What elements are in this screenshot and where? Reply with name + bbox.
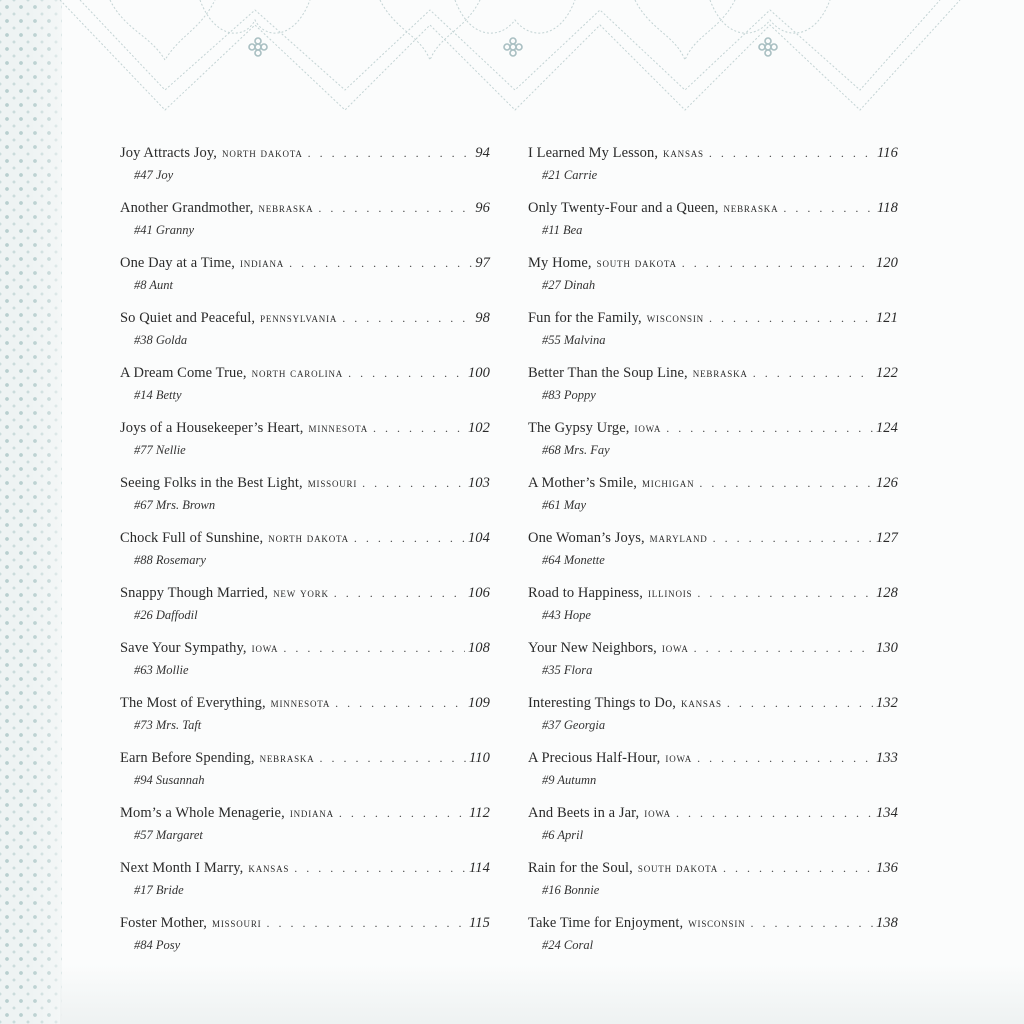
- entry-quilt-name: #83 Poppy: [542, 388, 596, 402]
- toc-entry-line: [120, 143, 490, 163]
- toc-entry-line: [528, 638, 898, 658]
- entry-title: Another Grandmother,: [120, 200, 254, 216]
- entry-state: wisconsin: [646, 310, 704, 325]
- entry-page-number: 124: [875, 420, 898, 436]
- entry-quilt-name: #43 Hope: [542, 608, 591, 622]
- entry-page-number: 133: [875, 750, 898, 766]
- toc-entry[interactable]: [528, 693, 898, 748]
- entry-state: nebraska: [723, 200, 779, 215]
- toc-entry-line: [528, 418, 898, 438]
- entry-page-number: 138: [875, 915, 898, 931]
- toc-entry[interactable]: [528, 418, 898, 473]
- toc-entry[interactable]: [120, 363, 490, 418]
- entry-title: One Woman’s Joys,: [528, 530, 645, 546]
- entry-state: nebraska: [258, 200, 314, 215]
- entry-page-number: 114: [469, 860, 490, 876]
- toc-entry[interactable]: [528, 198, 898, 253]
- top-lace-decoration: [0, 0, 1024, 120]
- dot-leader: [348, 363, 465, 383]
- entry-quilt-name: #8 Aunt: [134, 278, 174, 292]
- dot-leader: [283, 638, 465, 658]
- entry-state: indiana: [289, 805, 334, 820]
- entry-title: Road to Happiness,: [528, 585, 643, 601]
- entry-state: kansas: [663, 145, 704, 160]
- dot-leader: [373, 418, 465, 438]
- entry-page-number: 110: [469, 750, 490, 766]
- entry-page-number: 127: [875, 530, 898, 546]
- toc-entry[interactable]: [528, 363, 898, 418]
- toc-entry-line: [120, 363, 490, 383]
- toc-entry-line: [528, 198, 898, 218]
- toc-entry-line: [120, 253, 490, 273]
- flower-icon: [759, 38, 777, 56]
- toc-entry-line: [528, 363, 898, 383]
- toc-entry[interactable]: [120, 418, 490, 473]
- entry-state: kansas: [681, 695, 722, 710]
- entry-quilt-name: #17 Bride: [134, 883, 184, 897]
- entry-state: north dakota: [268, 530, 349, 545]
- toc-entry[interactable]: [120, 308, 490, 363]
- entry-quilt-name: #16 Bonnie: [542, 883, 600, 897]
- toc-entry[interactable]: [120, 748, 490, 803]
- entry-state: pennsylvania: [260, 310, 338, 325]
- entry-title: My Home,: [528, 255, 592, 271]
- entry-quilt-name: #84 Posy: [134, 938, 181, 952]
- entry-quilt-name: #11 Bea: [542, 223, 583, 237]
- toc-entry[interactable]: [528, 473, 898, 528]
- entry-quilt-name: #41 Granny: [134, 223, 195, 237]
- toc-entry[interactable]: [528, 528, 898, 583]
- entry-page-number: 106: [467, 585, 490, 601]
- entry-title: Joy Attracts Joy,: [120, 145, 218, 161]
- toc-entry[interactable]: [528, 858, 898, 913]
- entry-state: missouri: [212, 915, 262, 930]
- dot-leader: [266, 913, 466, 933]
- entry-title: A Dream Come True,: [120, 365, 247, 381]
- toc-entry-line: [528, 528, 898, 548]
- entry-quilt-name: #88 Rosemary: [134, 553, 206, 567]
- bottom-shadow: [60, 964, 1024, 1024]
- entry-state: minnesota: [270, 695, 331, 710]
- entry-page-number: 102: [467, 420, 490, 436]
- toc-entry-line: [528, 803, 898, 823]
- entry-page-number: 126: [875, 475, 898, 491]
- entry-quilt-name: #73 Mrs. Taft: [134, 718, 202, 732]
- entry-page-number: 100: [467, 365, 490, 381]
- toc-entry[interactable]: [528, 638, 898, 693]
- toc-entry-line: [528, 143, 898, 163]
- entry-quilt-name: #47 Joy: [134, 168, 174, 182]
- entry-title: Foster Mother,: [120, 915, 208, 931]
- toc-entry[interactable]: [120, 803, 490, 858]
- toc-entry-line: [528, 473, 898, 493]
- dot-leader: [727, 693, 873, 713]
- entry-quilt-name: #27 Dinah: [542, 278, 596, 292]
- entry-quilt-name: #68 Mrs. Fay: [542, 443, 610, 457]
- entry-title: The Gypsy Urge,: [528, 420, 630, 436]
- entry-state: maryland: [649, 530, 708, 545]
- entry-page-number: 130: [875, 640, 898, 656]
- dot-leader: [783, 198, 874, 218]
- entry-title: Earn Before Spending,: [120, 750, 255, 766]
- toc-entry-line: [120, 308, 490, 328]
- entry-page-number: 96: [475, 200, 490, 216]
- entry-title: A Mother’s Smile,: [528, 475, 637, 491]
- entry-state: south dakota: [637, 860, 719, 875]
- dot-leader: [334, 583, 465, 603]
- entry-quilt-name: #63 Mollie: [134, 663, 189, 677]
- flower-icon: [249, 38, 267, 56]
- toc-entry[interactable]: [120, 253, 490, 308]
- dot-leader: [697, 583, 873, 603]
- toc-entry-line: [528, 858, 898, 878]
- dot-leader: [713, 528, 873, 548]
- entry-quilt-name: #67 Mrs. Brown: [134, 498, 216, 512]
- entry-quilt-name: #61 May: [542, 498, 587, 512]
- toc-entry[interactable]: [120, 143, 490, 198]
- toc-entry[interactable]: [528, 583, 898, 638]
- dot-leader: [699, 473, 873, 493]
- toc-entry-line: [120, 473, 490, 493]
- toc-entry[interactable]: [120, 198, 490, 253]
- entry-quilt-name: #35 Flora: [542, 663, 593, 677]
- dot-leader: [342, 308, 472, 328]
- toc-entry-line: [528, 913, 898, 933]
- dot-leader: [308, 143, 473, 163]
- entry-state: missouri: [307, 475, 358, 490]
- entry-title: Next Month I Marry,: [120, 860, 244, 876]
- entry-title: Your New Neighbors,: [528, 640, 657, 656]
- entry-title: Interesting Things to Do,: [528, 695, 677, 711]
- toc-entry[interactable]: [120, 583, 490, 638]
- entry-title: And Beets in a Jar,: [528, 805, 640, 821]
- entry-title: I Learned My Lesson,: [528, 145, 659, 161]
- entry-quilt-name: #57 Margaret: [134, 828, 203, 842]
- entry-page-number: 115: [469, 915, 490, 931]
- toc-entry[interactable]: [120, 858, 490, 913]
- entry-state: kansas: [248, 860, 290, 875]
- toc-entry-line: [120, 583, 490, 603]
- entry-quilt-name: #14 Betty: [134, 388, 182, 402]
- entry-state: iowa: [251, 640, 279, 655]
- entry-state: iowa: [644, 805, 671, 820]
- entry-title: So Quiet and Peaceful,: [120, 310, 256, 326]
- entry-title: Joys of a Housekeeper’s Heart,: [120, 420, 304, 436]
- toc-entry-line: [528, 583, 898, 603]
- dot-leader: [666, 418, 873, 438]
- entry-title: Seeing Folks in the Best Light,: [120, 475, 303, 491]
- entry-quilt-name: #37 Georgia: [542, 718, 606, 732]
- flower-icon: [504, 38, 522, 56]
- dot-leader: [294, 858, 466, 878]
- toc-entry[interactable]: [528, 913, 898, 968]
- entry-page-number: 118: [877, 200, 898, 216]
- dot-leader: [676, 803, 873, 823]
- dot-leader: [753, 363, 873, 383]
- entry-quilt-name: #55 Malvina: [542, 333, 606, 347]
- toc-entry-line: [120, 803, 490, 823]
- entry-page-number: 121: [875, 310, 898, 326]
- side-pattern-fade: [30, 0, 100, 1024]
- entry-page-number: 128: [875, 585, 898, 601]
- entry-state: nebraska: [692, 365, 748, 380]
- toc-entry[interactable]: [528, 803, 898, 858]
- entry-page-number: 103: [467, 475, 490, 491]
- entry-page-number: 97: [475, 255, 490, 271]
- dot-leader: [339, 803, 466, 823]
- dot-leader: [682, 253, 873, 273]
- entry-page-number: 120: [875, 255, 898, 271]
- entry-state: north dakota: [222, 145, 303, 160]
- entry-quilt-name: #26 Daffodil: [134, 608, 198, 622]
- entry-page-number: 134: [875, 805, 898, 821]
- toc-entry-line: [528, 748, 898, 768]
- toc-entry[interactable]: [120, 638, 490, 693]
- toc-entry[interactable]: [528, 748, 898, 803]
- entry-quilt-name: #21 Carrie: [542, 168, 598, 182]
- toc-entry[interactable]: [528, 308, 898, 363]
- toc-entry[interactable]: [120, 473, 490, 528]
- entry-title: Snappy Though Married,: [120, 585, 269, 601]
- toc-entry-line: [120, 858, 490, 878]
- entry-title: Mom’s a Whole Menagerie,: [120, 805, 285, 821]
- toc-entry-line: [120, 693, 490, 713]
- entry-page-number: 122: [875, 365, 898, 381]
- entry-state: iowa: [661, 640, 689, 655]
- entry-page-number: 112: [469, 805, 490, 821]
- entry-state: michigan: [641, 475, 695, 490]
- entry-title: Take Time for Enjoyment,: [528, 915, 684, 931]
- entry-state: nebraska: [259, 750, 315, 765]
- toc-entry-line: [120, 198, 490, 218]
- toc-entry-line: [120, 748, 490, 768]
- entry-page-number: 109: [467, 695, 490, 711]
- dot-leader: [709, 308, 873, 328]
- dot-leader: [362, 473, 465, 493]
- entry-page-number: 104: [467, 530, 490, 546]
- toc-entry[interactable]: [120, 693, 490, 748]
- entry-state: wisconsin: [688, 915, 746, 930]
- toc-entry-line: [120, 418, 490, 438]
- entry-page-number: 98: [475, 310, 490, 326]
- toc-entry-line: [120, 638, 490, 658]
- entry-state: iowa: [665, 750, 693, 765]
- toc-entry[interactable]: [120, 913, 490, 968]
- entry-quilt-name: #94 Susannah: [134, 773, 205, 787]
- toc-entry-line: [528, 253, 898, 273]
- entry-page-number: 116: [877, 145, 898, 161]
- entry-state: iowa: [634, 420, 662, 435]
- entry-page-number: 94: [475, 145, 490, 161]
- entry-quilt-name: #9 Autumn: [542, 773, 597, 787]
- entry-quilt-name: #38 Golda: [134, 333, 188, 347]
- entry-title: One Day at a Time,: [120, 255, 235, 271]
- entry-title: Chock Full of Sunshine,: [120, 530, 264, 546]
- toc-entry[interactable]: [120, 528, 490, 583]
- dot-leader: [320, 748, 467, 768]
- dot-leader: [289, 253, 472, 273]
- entry-quilt-name: #24 Coral: [542, 938, 594, 952]
- entry-quilt-name: #64 Monette: [542, 553, 605, 567]
- dot-leader: [750, 913, 873, 933]
- entry-state: minnesota: [308, 420, 369, 435]
- toc-entry-line: [120, 528, 490, 548]
- toc-entry-line: [120, 913, 490, 933]
- entry-state: south dakota: [596, 255, 677, 270]
- toc-entry[interactable]: [528, 253, 898, 308]
- dot-leader: [318, 198, 472, 218]
- entry-page-number: 108: [467, 640, 490, 656]
- entry-state: new york: [273, 585, 329, 600]
- dot-leader: [709, 143, 874, 163]
- toc-entry-line: [528, 308, 898, 328]
- entry-page-number: 132: [875, 695, 898, 711]
- toc-entry-line: [528, 693, 898, 713]
- toc-entry[interactable]: [528, 143, 898, 198]
- entry-title: Only Twenty-Four and a Queen,: [528, 200, 719, 216]
- entry-title: Rain for the Soul,: [528, 860, 633, 876]
- dot-leader: [694, 638, 873, 658]
- entry-title: Save Your Sympathy,: [120, 640, 247, 656]
- dot-leader: [335, 693, 465, 713]
- entry-quilt-name: #6 April: [542, 828, 584, 842]
- entry-state: indiana: [239, 255, 285, 270]
- dot-leader: [697, 748, 873, 768]
- entry-title: Better Than the Soup Line,: [528, 365, 688, 381]
- entry-state: north carolina: [251, 365, 344, 380]
- entry-title: Fun for the Family,: [528, 310, 642, 326]
- entry-state: illinois: [647, 585, 693, 600]
- entry-page-number: 136: [875, 860, 898, 876]
- toc-left-column: [120, 143, 490, 968]
- dot-leader: [354, 528, 465, 548]
- toc-right-column: [528, 143, 898, 968]
- entry-title: A Precious Half-Hour,: [528, 750, 661, 766]
- entry-title: The Most of Everything,: [120, 695, 266, 711]
- entry-quilt-name: #77 Nellie: [134, 443, 186, 457]
- dot-leader: [723, 858, 873, 878]
